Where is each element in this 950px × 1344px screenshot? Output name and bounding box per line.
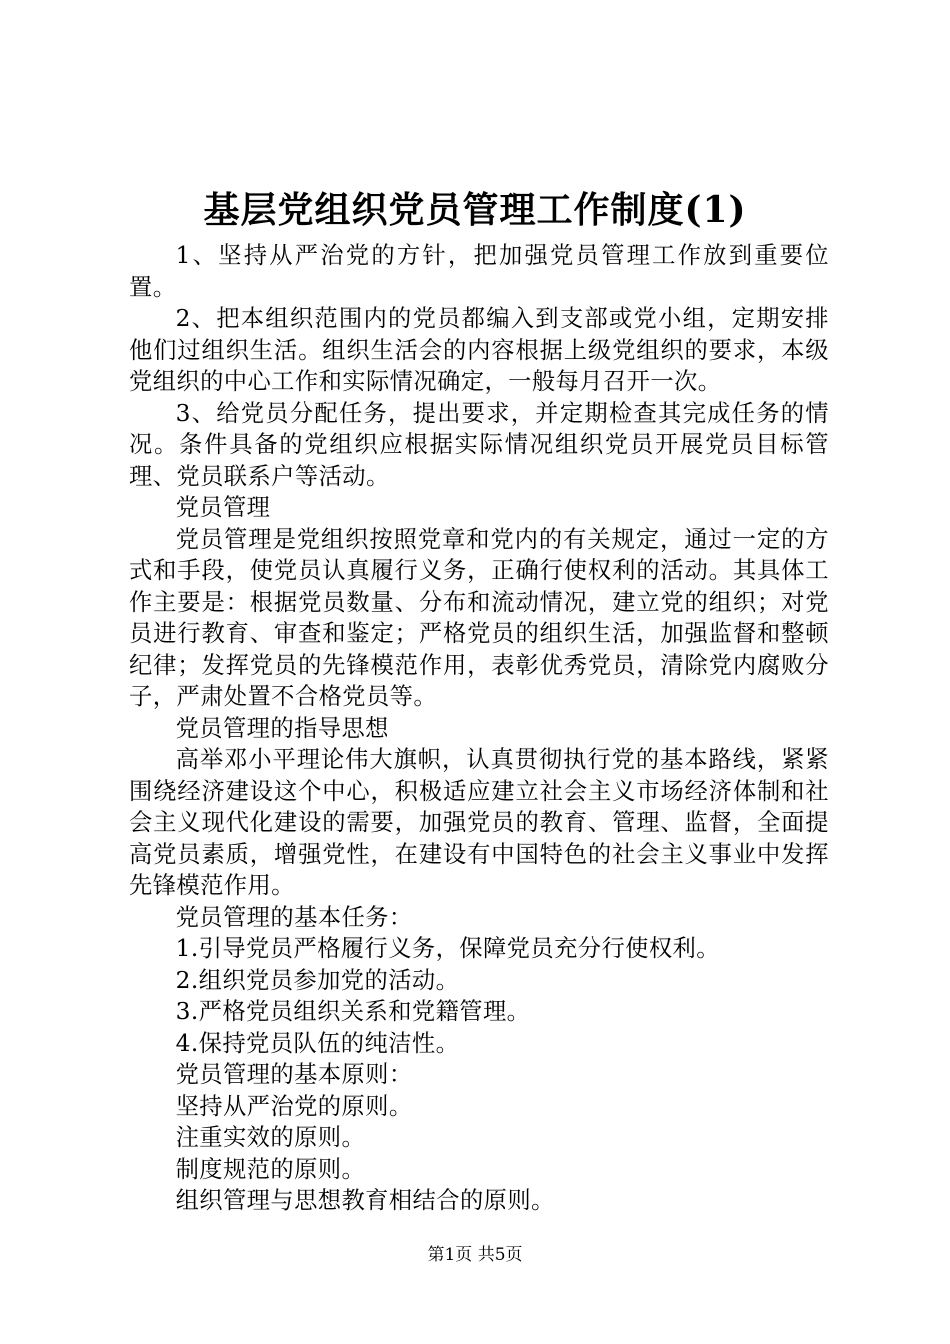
paragraph-member-management: 党员管理是党组织按照党章和党内的有关规定，通过一定的方式和手段，使党员认真履行义务，正确行使权利的活动。其具体工作主要是：根据党员数量、分布和流动情况，建立党的组织；对党员进行教育、审查和鉴定；严格党员的组织生活，加强监督和整顿纪律；发挥党员的先锋模范作用，表彰优秀党员，清除党内腐败分子，严肃处置不合格党员等。 [129, 525, 829, 710]
paragraph-policy-2: 2、把本组织范围内的党员都编入到支部或党小组，定期安排他们过组织生活。组织生活会的内容根据上级党组织的要求，本级党组织的中心工作和实际情况确定，一般每月召开一次。 [129, 305, 829, 395]
section-heading-basic-principles: 党员管理的基本原则： [175, 1061, 413, 1088]
paragraph-policy-1: 1、坚持从严治党的方针，把加强党员管理工作放到重要位置。 [129, 242, 829, 301]
page-number-footer: 第1页 共5页 [427, 1245, 523, 1265]
document-title: 基层党组织党员管理工作制度(1) [203, 189, 747, 231]
list-item-task-4: 4.保持党员队伍的纯洁性。 [175, 1029, 460, 1057]
list-item-principle-3: 制度规范的原则。 [175, 1155, 366, 1183]
section-heading-guiding-ideology: 党员管理的指导思想 [175, 714, 389, 742]
list-item-principle-4: 组织管理与思想教育相结合的原则。 [175, 1187, 555, 1214]
list-item-principle-1: 坚持从严治党的原则。 [175, 1092, 413, 1120]
section-heading-basic-tasks: 党员管理的基本任务： [175, 903, 413, 931]
list-item-task-2: 2.组织党员参加党的活动。 [175, 966, 460, 994]
list-item-task-3: 3.严格党员组织关系和党籍管理。 [175, 998, 531, 1025]
paragraph-guiding-ideology: 高举邓小平理论伟大旗帜，认真贯彻执行党的基本路线，紧紧围绕经济建设这个中心，积极适应建立社会主义市场经济体制和社会主义现代化建设的需要，加强党员的教育、管理、监督，全面提高党员素质，增强党性，在建设有中国特色的社会主义事业中发挥先锋模范作用。 [129, 746, 829, 899]
paragraph-policy-3: 3、给党员分配任务，提出要求，并定期检查其完成任务的情况。条件具备的党组织应根据实际情况组织党员开展党员目标管理、党员联系户等活动。 [129, 399, 829, 490]
document-body [129, 240, 829, 1217]
section-heading-member-management: 党员管理 [175, 494, 271, 521]
list-item-principle-2: 注重实效的原则。 [175, 1124, 366, 1151]
list-item-task-1: 1.引导党员严格履行义务，保障党员充分行使权利。 [175, 935, 720, 962]
